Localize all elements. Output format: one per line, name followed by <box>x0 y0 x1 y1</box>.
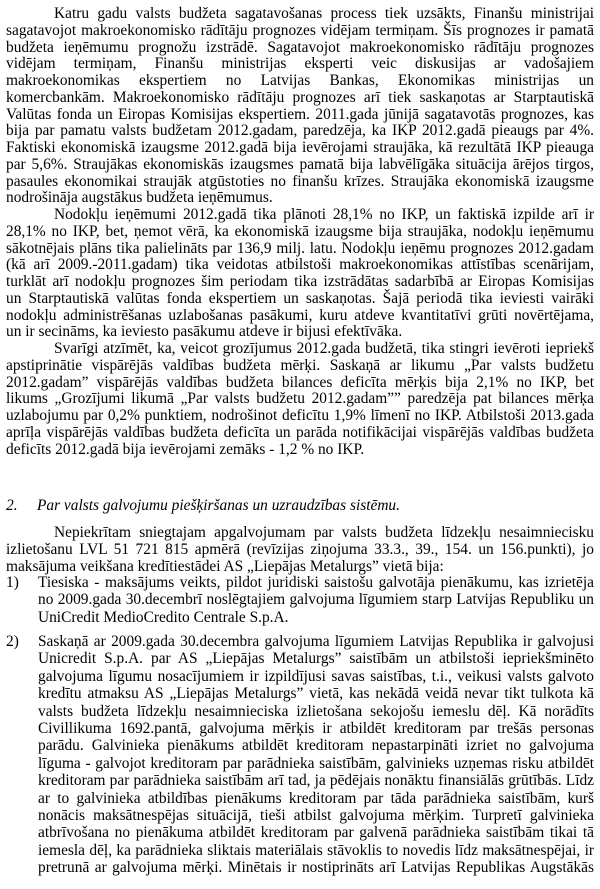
section-title: Par valsts galvojumu piešķiršanas un uzraudzības sistēmu. <box>37 497 400 514</box>
text-line: makroekonomikas ekspertiem no Latvijas Bankas, Ekonomikas ministrijas un <box>6 72 594 89</box>
text-line: pretrunā ar galvojuma mērķi. Minētais ir nostiprināts arī Latvijas Republikas Augstākās <box>38 859 594 877</box>
list-item-2 <box>6 633 594 876</box>
text-line: un Starptautiskā valūtas fonda ekspertiem un saskaņotas. Šajā periodā tika ieviesti vairāki <box>6 289 594 307</box>
text-line: 2012.gadam” vispārējās valdības budžeta bilances deficīta mērķis bija 2,1% no IKP, bet <box>6 373 594 391</box>
text-line: kredītu atmaksu AS „Liepājas Metalurgs” vietā, kas nekādā veidā nevar tikt tulkota kā <box>38 685 594 703</box>
text-line: komercbankām. Makroekonomisko rādītāju prognozes arī tiek saskaņotas ar Starptautiskā <box>6 88 594 106</box>
text-line: likums „Grozījumi likumā „Par valsts budžetu 2012.gadam”” paredzēja pat bilances mērķa <box>6 390 594 408</box>
text-line: valsts budžeta līdzekļu nesaimnieciska izlietošana sekojošu iemeslu dēļ. Kā norādīts <box>38 702 594 720</box>
text-line: pasaules ekonomikai straujāk atgūstoties no finanšu krīzes. Straujāka ekonomiskā izaugsme <box>6 172 594 190</box>
text-line: apstiprinātie vispārējās valdības budžeta mērķi. Saskaņā ar likumu „Par valsts budžetu <box>6 356 594 374</box>
list-item-text <box>38 574 594 626</box>
text-line: 28,1% no IKP, bet, ņemot vērā, ka ekonomiskā izaugsme bija straujāka, nodokļu ieņēmumu <box>6 222 594 240</box>
text-line: kreditoram par parādnieka saistībām arī tad, ja pēdējais nonāktu finansiālās grūtībās. Līdz <box>38 772 594 790</box>
text-line: sākotnējais plāns tika palielināts par 136,9 milj. latu. Nodokļu ieņēmu prognozes 2012.gadam <box>6 239 594 257</box>
list-number: 1) <box>6 574 19 591</box>
text-line: galvojuma līgumu nosacījumiem ir izpildījusi savas saistības, t.i., veikusi valsts galvoto <box>38 667 594 685</box>
section-number: 2. <box>6 497 18 514</box>
text-line: vidējam termiņam, Finanšu ministrijas eksperti veic diskusijas ar vadošajiem <box>6 55 594 73</box>
text-line: Nodokļu ieņēmumi 2012.gadā tika plānoti 28,1% no IKP, un faktiskā izpilde arī ir <box>54 206 594 223</box>
text-line: nodokļu administrēšanas uzlabošanas pasākumi, kuru atdeve kvantitatīvi grūti novērtējama, <box>6 306 594 324</box>
text-line: budžeta ieņēmumu prognožu izstrādē. Sagatavojot makroekonomisko rādītāju prognozes <box>6 38 594 56</box>
paragraph <box>6 207 594 341</box>
text-line: ar to galvinieka atbildības pienākums kreditoram par tāda parādnieka saistībām, kurš <box>38 789 594 807</box>
text-line: (kā arī 2009.-2011.gadam) tika veidotas atbilstoši makroekonomikas attīstības scenārijam, <box>6 256 594 274</box>
paragraph <box>6 341 594 458</box>
text-line: Tiesiska - maksājums veikts, pildot juridiski saistošu galvotāja pienākumu, kas izrietēja <box>38 574 594 591</box>
text-line: Katru gadu valsts budžeta sagatavošanas process tiek uzsākts, Finanšu ministrijai <box>54 5 594 22</box>
text-line: Unicredit S.p.A. par AS „Liepājas Metalurgs” saistībām un atbilstoši iepriekšminēto <box>38 650 594 668</box>
section-heading <box>6 497 400 515</box>
text-line: līguma - galvojot kreditoram par parādnieka saistībām, galvinieks uzņemas risku atbildēt <box>38 754 594 772</box>
text-line: nonācis maksātnespējas situācijā, tieši atbilst galvojuma mērķim. Turpretī galvinieka <box>38 806 594 824</box>
text-line: bija par pamatu valsts budžetam 2012.gadam, paredzēja, ka IKP 2012.gadā pieaugs par 4%. <box>6 122 594 140</box>
text-line: Civillikuma 1692.pantā, galvojuma mērķis ir atbildēt kreditoram par trešās personas <box>38 719 594 737</box>
text-line: Saskaņā ar 2009.gada 30.decembra galvojuma līgumiem Latvijas Republika ir galvojusi <box>38 633 594 650</box>
body-text-top <box>6 6 594 458</box>
text-line: deficīts 2012.gadā bija ievērojami zemāks - 1,2 % no IKP. <box>6 440 365 458</box>
list-number: 2) <box>6 633 19 650</box>
text-line: iemesla dēļ, ka parādnieka sliktais materiālais stāvoklis to novedis līdz maksātnespējai, ir <box>38 841 594 859</box>
text-line: par 5,6%. Straujākas ekonomiskās izaugsmes pamatā bija labvēlīgāka situācija ārējos tirgos, <box>6 155 594 173</box>
text-line: izlietošanu LVL 51 721 815 apmērā (revīzijas ziņojuma 33.3., 39., 154. un 156.punkti), jo <box>6 540 594 558</box>
text-line: maksājuma veikšana kredītiestādei AS „Liepājas Metalurgs” vietā bija: <box>6 557 444 575</box>
paragraph <box>6 6 594 207</box>
text-line: Faktiski ekonomiskā izaugsme 2012.gadā bija ievērojami straujāka, kā rezultātā IKP pieauga <box>6 139 594 156</box>
list-item-1 <box>6 574 594 626</box>
text-line: Svarīgi atzīmēt, ka, veicot grozījumus 2012.gada budžetā, tika stingri ievēroti iepriekš <box>54 340 594 357</box>
text-line: UniCredit MedioCredito Centrale S.p.A. <box>38 608 289 626</box>
text-line: nodrošināja augstākus budžeta ieņēmumus. <box>6 189 273 207</box>
text-line: Valūtas fonda un Eiropas Komisijas ekspertiem. 2011.gada jūnijā sagatavotās prognozes, kas <box>6 105 594 123</box>
text-line: Nepiekrītam sniegtajam apgalvojumam par valsts budžeta līdzekļu nesaimniecisku <box>54 524 594 541</box>
text-line: parādu. Galvinieka pienākums atbildēt kreditoram nepastarpināti izriet no galvojuma <box>38 737 594 755</box>
section-2-paragraph <box>6 525 594 575</box>
text-line: un ir secināms, ka ieviesto pasākumu atdeve ir bijusi efektīvāka. <box>6 323 403 341</box>
text-line: sagatavojot makroekonomisko rādītāju prognozes vidējam termiņam. Šīs prognozes ir pamatā <box>6 21 594 39</box>
list-item-text <box>38 633 594 876</box>
text-line: aprīļa vispārējās valdības budžeta deficīta un parāda notifikācijai vispārējās valdības budžeta <box>6 423 594 441</box>
text-line: atbrīvošana no pienākuma atbildēt kreditoram par galvenā parādnieka saistībām tikai tā <box>38 824 594 842</box>
text-line: no 2009.gada 30.decembrī noslēgtajiem galvojuma līgumiem starp Latvijas Republiku un <box>38 591 594 609</box>
text-line: turklāt arī nodokļu prognozes šim periodam tika izstrādātas sadarbībā ar Eiropas Komisijas <box>6 273 594 290</box>
text-line: uzlabojumu par 0,2% punktiem, nodrošinot deficītu 1,9% līmenī no IKP. Atbilstoši 2013.gada <box>6 407 594 424</box>
